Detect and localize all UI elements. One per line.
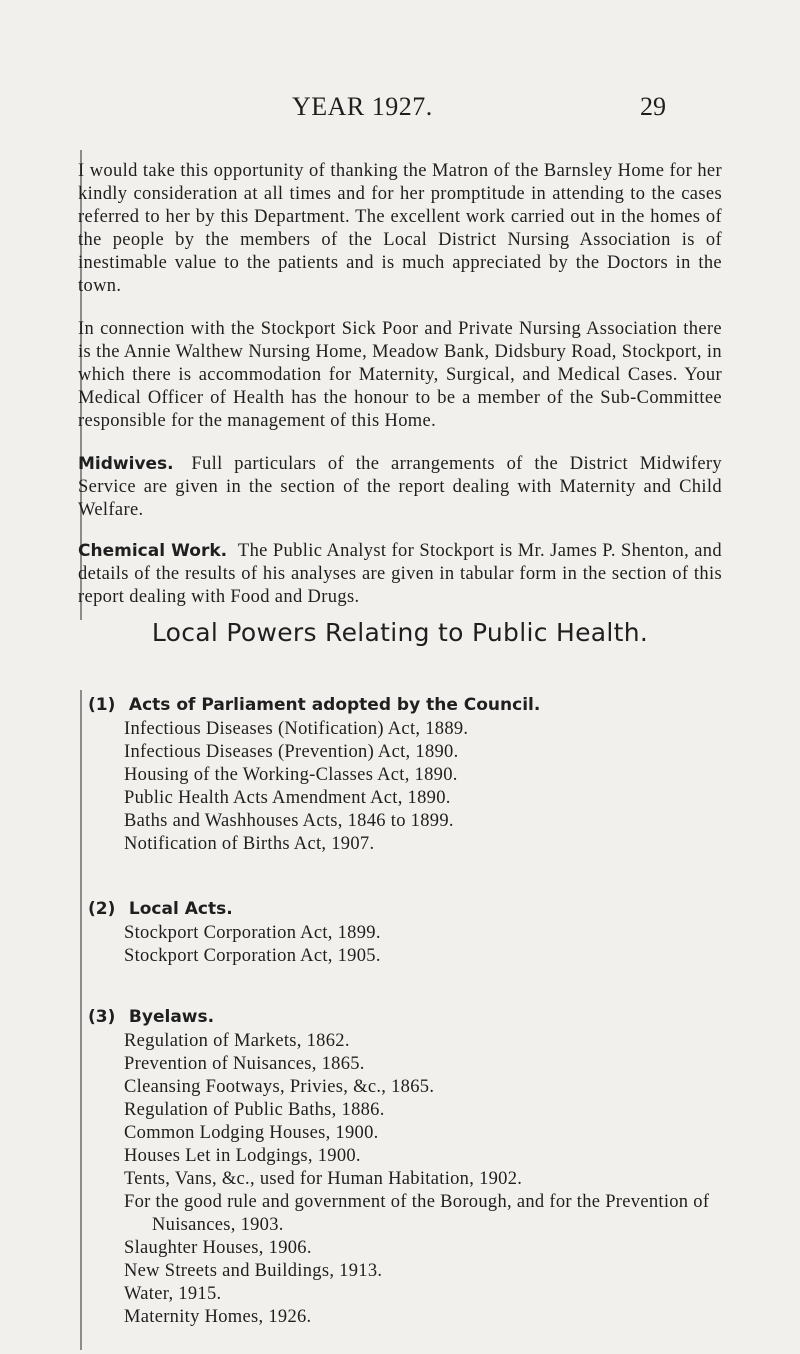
runin-heading-midwives: Midwives. — [78, 454, 174, 474]
list-item: Regulation of Markets, 1862. — [124, 1031, 350, 1051]
list-item: Public Health Acts Amendment Act, 1890. — [124, 788, 451, 808]
paragraph-chemical-work — [78, 540, 722, 609]
list-item: Notification of Births Act, 1907. — [124, 834, 375, 854]
section-title: Local Powers Relating to Public Health. — [151, 618, 649, 647]
group-local-acts — [88, 896, 768, 968]
list-item: Slaughter Houses, 1906. — [124, 1238, 312, 1258]
page-number: 29 — [640, 92, 666, 121]
group-number: (1) — [88, 695, 116, 715]
paragraph-text: In connection with the Stockport Sick Poor and Private Nursing Association there is the Annie Walthew Nursing Home, Meadow Bank, Didsbury Road, Stockport, in which there is accommodation for Maternity, Surgical, and Medical Cases. Your Medical Officer of Health has the honour to be a member of the Sub-Committee responsible for the management of this Home. — [78, 319, 722, 431]
paragraph-text: The Public Analyst for Stockport is Mr. James P. Shenton, and details of the results of his analyses are given in tabular form in the section of this report dealing with Food and Drugs. — [78, 541, 722, 607]
page-header — [0, 92, 800, 124]
paragraph-midwives — [78, 453, 722, 522]
group-byelaws — [88, 1004, 768, 1329]
group-title: Byelaws. — [128, 1007, 215, 1027]
list-item: Stockport Corporation Act, 1905. — [124, 946, 381, 966]
list-item: Tents, Vans, &c., used for Human Habitation, 1902. — [124, 1169, 523, 1189]
list-item: Maternity Homes, 1926. — [124, 1307, 312, 1327]
group-acts-of-parliament — [88, 692, 768, 856]
group-number: (2) — [88, 899, 116, 919]
list-item: Prevention of Nuisances, 1865. — [124, 1054, 365, 1074]
paragraph-text: Full particulars of the arrangements of the District Midwifery Service are given in the section of the report dealing with Maternity and Child Welfare. — [78, 454, 722, 520]
item-list — [88, 922, 768, 968]
item-list — [88, 1030, 768, 1329]
list-item: Cleansing Footways, Privies, &c., 1865. — [124, 1077, 435, 1097]
list-item: Water, 1915. — [124, 1284, 222, 1304]
list-item: Common Lodging Houses, 1900. — [124, 1123, 379, 1143]
runin-heading-chemical-work: Chemical Work. — [78, 541, 228, 561]
group-heading — [88, 896, 768, 922]
list-item: Housing of the Working-Classes Act, 1890. — [124, 765, 458, 785]
list-item: New Streets and Buildings, 1913. — [124, 1261, 383, 1281]
item-list — [88, 718, 768, 856]
group-heading — [88, 692, 768, 718]
paragraph-nursing-home — [78, 318, 722, 433]
list-item: Stockport Corporation Act, 1899. — [124, 923, 381, 943]
group-title: Local Acts. — [128, 899, 233, 919]
list-item: For the good rule and government of the Borough, and for the Prevention of Nuisances, 1903. — [124, 1192, 710, 1235]
list-item: Infectious Diseases (Prevention) Act, 1890. — [124, 742, 459, 762]
list-item: Houses Let in Lodgings, 1900. — [124, 1146, 361, 1166]
group-heading — [88, 1004, 768, 1030]
list-item: Regulation of Public Baths, 1886. — [124, 1100, 385, 1120]
header-title: YEAR 1927. — [292, 92, 433, 121]
list-item: Baths and Washhouses Acts, 1846 to 1899. — [124, 811, 454, 831]
list-item: Infectious Diseases (Notification) Act, 1889. — [124, 719, 469, 739]
binding-edge-line — [80, 690, 82, 1350]
paragraph-nursing-thanks — [78, 160, 722, 298]
group-number: (3) — [88, 1007, 116, 1027]
paragraph-text: I would take this opportunity of thanking the Matron of the Barnsley Home for her kindly consideration at all times and for her promptitude in attending to the cases referred to her by this Department. The excellent work carried out in the homes of the people by the members of the Local District Nursing Association is of inestimable value to the patients and is much appreciated by the Doctors in the town. — [78, 161, 722, 296]
group-title: Acts of Parliament adopted by the Council. — [128, 695, 541, 715]
